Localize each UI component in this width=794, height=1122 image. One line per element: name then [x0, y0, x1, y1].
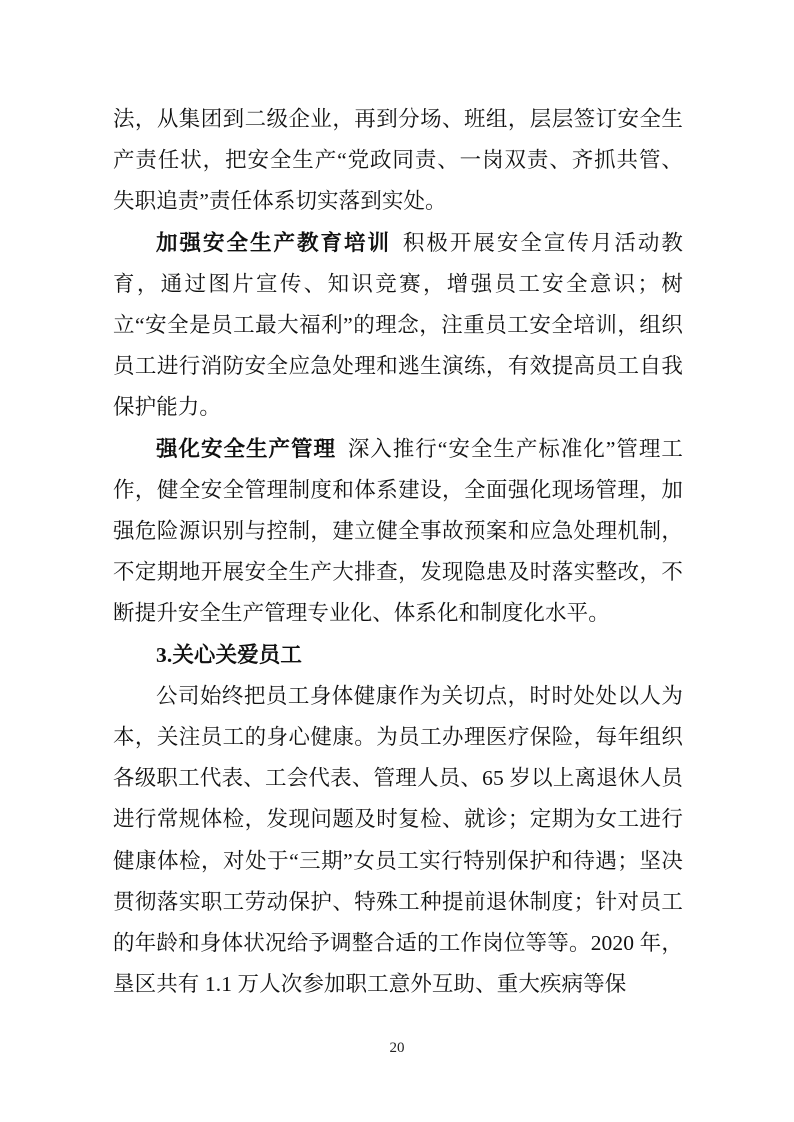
section-heading-text: 3.关心关爱员工 — [156, 642, 302, 667]
bold-lead-safety-management: 强化安全生产管理 — [156, 436, 336, 461]
paragraph-text: 积极开展安全宣传月活动教育，通过图片宣传、知识竞赛，增强员工安全意识；树立“安全是员工最大福利”的理念，注重员工安全培训，组织员工进行消防安全应急处理和逃生演练，有效提高员工自我保护能力。 — [113, 230, 683, 420]
section-heading-employee-care — [113, 635, 683, 676]
document-body — [113, 99, 683, 1005]
paragraph-safety-education-training — [113, 223, 683, 429]
bold-lead-safety-education: 加强安全生产教育培训 — [156, 230, 392, 255]
paragraph-text: 深入推行“安全生产标准化”管理工作，健全安全管理制度和体系建设，全面强化现场管理，加强危险源识别与控制，建立健全事故预案和应急处理机制，不定期地开展安全生产大排查，发现隐患及时落实整改，不断提升安全生产管理专业化、体系化和制度化水平。 — [113, 436, 683, 626]
paragraph-text: 法，从集团到二级企业，再到分场、班组，层层签订安全生产责任状，把安全生产“党政同责、一岗双责、齐抓共管、失职追责”责任体系切实落到实处。 — [113, 107, 683, 214]
page-number: 20 — [389, 1040, 405, 1056]
paragraph-responsibility-continuation — [113, 99, 683, 223]
paragraph-safety-management — [113, 429, 683, 635]
paragraph-text: 公司始终把员工身体健康作为关切点，时时处处以人为本，关注员工的身心健康。为员工办理医疗保险，每年组织各级职工代表、工会代表、管理人员、65 岁以上离退休人员进行常规体检，发现问题及时复检、就诊；定期为女工进行健康体检，对处于“三期”女员工实行特别保护和待遇；坚决贯彻落实职工劳动保护、特殊工种提前退休制度；针对员工的年龄和身体状况给予调整合适的工作岗位等等。2020 年，垦区共有 1.1 万人次参加职工意外互助、重大疾病等保 — [113, 683, 683, 997]
paragraph-employee-care — [113, 676, 683, 1006]
